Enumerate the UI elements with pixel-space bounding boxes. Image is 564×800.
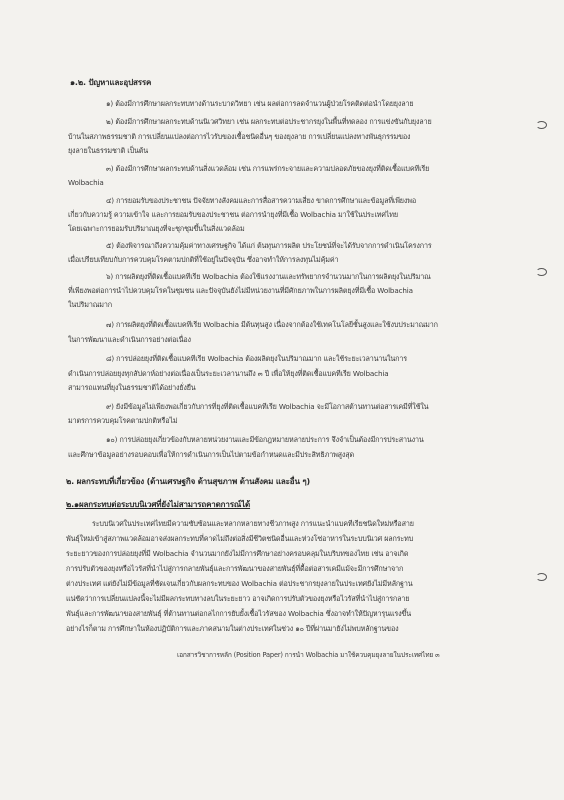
item-8-line-3: สามารถแทนที่ยุงในธรรมชาติได้อย่างยั่งยืน	[68, 383, 196, 392]
item-2-line-2: บ้านในสภาพธรรมชาติ การเปลี่ยนแปลงต่อการไวรับของเชื้อชนิดอื่นๆ ของยุงลาย การเปลี่ยนแปลงทางพันธุกรรมของ	[68, 132, 411, 141]
item-3-line-1: ๓) ต้องมีการศึกษาผลกระทบด้านสิ่งแวดล้อม เช่น การแพร่กระจายและความปลอดภัยของยุงที่ติดเชื้อแบคทีเรีย	[106, 164, 430, 173]
item-2-line-1: ๒) ต้องมีการศึกษาผลกระทบด้านนิเวศวิทยา เช่น ผลกระทบต่อประชากรยุงในพื้นที่ทดลอง การแข่งขันกับยุงลาย	[106, 117, 432, 126]
item-8-line-1: ๘) การปล่อยยุงที่ติดเชื้อแบคทีเรีย Wolbachia ต้องผลิตยุงในปริมาณมาก และใช้ระยะเวลานานในการ	[106, 354, 407, 363]
item-10-line-2: และศึกษาข้อมูลอย่างรอบคอบเพื่อให้การดำเนินการเป็นไปตามข้อกำหนดและมีประสิทธิภาพสูงสุด	[68, 450, 355, 459]
item-2-line-3: ยุงลายในธรรมชาติ เป็นต้น	[68, 146, 149, 155]
item-4-line-1: ๔) การยอมรับของประชาชน ปัจจัยทางสังคมและการสื่อสารความเสี่ยง ขาดการศึกษาและข้อมูลที่เพียงพอ	[106, 196, 416, 205]
item-4-line-2: เกี่ยวกับความรู้ ความเข้าใจ และการยอมรับของประชาชน ต่อการนำยุงที่มีเชื้อ Wolbachia มาใช้ในประเทศไทย	[68, 210, 398, 219]
item-1-line-1: ๑) ต้องมีการศึกษาผลกระทบทางด้านระบาดวิทยา เช่น ผลต่อการลดจำนวนผู้ป่วยโรคติดต่อนำโดยยุงลาย	[106, 99, 414, 108]
subsection-heading: ๒.๑ผลกระทบต่อระบบนิเวศที่ยังไม่สามารถคาดการณ์ได้	[66, 500, 251, 509]
paragraph-line-4: การปรับตัวของยุงหรือไวรัสที่นำไปสู่การกลายพันธุ์และการพัฒนาของสายพันธุ์ที่ดื้อต่อสารเคมีแม้จะมีการศึกษาจาก	[66, 564, 404, 573]
item-6-line-2: ที่เพียงพอต่อการนำไปควบคุมโรคในชุมชน และปัจจุบันยังไม่มีหน่วยงานที่มีศักยภาพในการผลิตยุงที่มีเชื้อ Wolbachia	[68, 286, 413, 295]
paragraph-line-1: ระบบนิเวศในประเทศไทยมีความซับซ้อนและหลากหลายทางชีวภาพสูง การแนะนำแบคทีเรียชนิดใหม่หรือสาย	[92, 519, 414, 528]
paragraph-line-8: อย่างไรก็ตาม การศึกษาในห้องปฏิบัติการและภาคสนามในต่างประเทศในช่วง ๑๐ ปีที่ผ่านมายังไม่พบหลักฐานของ	[66, 624, 399, 633]
item-7-line-2: ในการพัฒนาและดำเนินการอย่างต่อเนื่อง	[68, 335, 191, 344]
paragraph-line-2: พันธุ์ใหม่เข้าสู่สภาพแวดล้อมอาจส่งผลกระทบที่คาดไม่ถึงต่อสิ่งมีชีวิตชนิดอื่นและห่วงโซ่อาหารในระบบนิเวศ ผลกระทบ	[66, 534, 414, 543]
item-8-line-2: ดำเนินการปล่อยยุงทุกสัปดาห์อย่างต่อเนื่องเป็นระยะเวลานานถึง ๓ ปี เพื่อให้ยุงที่ติดเชื้อแบคทีเรีย Wolbachia	[68, 369, 389, 378]
paragraph-line-5: ต่างประเทศ แต่ยังไม่มีข้อมูลที่ชัดเจนเกี่ยวกับผลกระทบของ Wolbachia ต่อประชากรยุงลายในประเทศยังไม่มีหลักฐาน	[66, 579, 413, 588]
item-10-line-1: ๑๐) การปล่อยยุงเกี่ยวข้องกับหลายหน่วยงานและมีข้อกฎหมายหลายประการ จึงจำเป็นต้องมีการประสานงาน	[106, 435, 424, 444]
item-7-line-1: ๗) การผลิตยุงที่ติดเชื้อแบคทีเรีย Wolbachia มีต้นทุนสูง เนื่องจากต้องใช้เทคโนโลยีชั้นสูงและใช้งบประมาณมาก	[106, 320, 438, 329]
item-4-line-3: โดยเฉพาะการยอมรับปริมาณยุงที่จะชุกชุมขึ้นในสิ่งแวดล้อม	[68, 224, 245, 233]
paragraph-line-7: พันธุ์และการพัฒนาของสายพันธุ์ ที่ต้านทานต่อกลไกการยับยั้งเชื้อไวรัสของ Wolbachia ซึ่งอาจทำให้ปัญหารุนแรงขึ้น	[66, 609, 411, 618]
punch-hole-mark	[536, 573, 547, 581]
paragraph-line-6: แน่ชัดว่าการเปลี่ยนแปลงนี้จะไม่มีผลกระทบทางลบในระยะยาว อาจเกิดการปรับตัวของยุงหรือไวรัสที่นำไปสู่การกลาย	[66, 594, 410, 603]
section-2-heading: ๒. ผลกระทบที่เกี่ยวข้อง (ด้านเศรษฐกิจ ด้านสุขภาพ ด้านสังคม และอื่น ๆ)	[66, 477, 311, 486]
page-footer: เอกสารวิชาการหลัก (Position Paper) การนำ Wolbachia มาใช้ควบคุมยุงลายในประเทศไทย ๓	[177, 651, 440, 659]
item-3-line-2: Wolbachia	[68, 178, 104, 187]
item-9-line-2: มาตรการควบคุมโรคตามปกติหรือไม่	[68, 416, 178, 425]
item-6-line-1: ๖) การผลิตยุงที่ติดเชื้อแบคทีเรีย Wolbachia ต้องใช้แรงงานและทรัพยากรจำนวนมากในการผลิตยุงในปริมาณ	[106, 272, 431, 281]
paragraph-line-3: ระยะยาวของการปล่อยยุงที่มี Wolbachia จำนวนมากยังไม่มีการศึกษาอย่างครอบคลุมในบริบทของไทย เช่น อาจเกิด	[66, 549, 409, 558]
item-5-line-2: เมื่อเปรียบเทียบกับการควบคุมโรคตามปกติที่ใช้อยู่ในปัจจุบัน ซึ่งอาจทำให้การลงทุนไม่คุ้มค่า	[68, 255, 339, 264]
item-6-line-3: ในปริมาณมาก	[68, 300, 112, 309]
section-heading: ๑.๒. ปัญหาและอุปสรรค	[70, 78, 152, 87]
punch-hole-mark	[536, 121, 547, 129]
item-9-line-1: ๙) ยังมีข้อมูลไม่เพียงพอเกี่ยวกับการที่ยุงที่ติดเชื้อแบคทีเรีย Wolbachia จะมีโอกาสต้านทานต่อสารเคมีที่ใช้ใน	[106, 402, 429, 411]
punch-hole-mark	[536, 268, 547, 276]
item-5-line-1: ๕) ต้องพิจารณาถึงความคุ้มค่าทางเศรษฐกิจ ได้แก่ ต้นทุนการผลิต ประโยชน์ที่จะได้รับจากการดำเนินโครงการ	[106, 241, 432, 250]
